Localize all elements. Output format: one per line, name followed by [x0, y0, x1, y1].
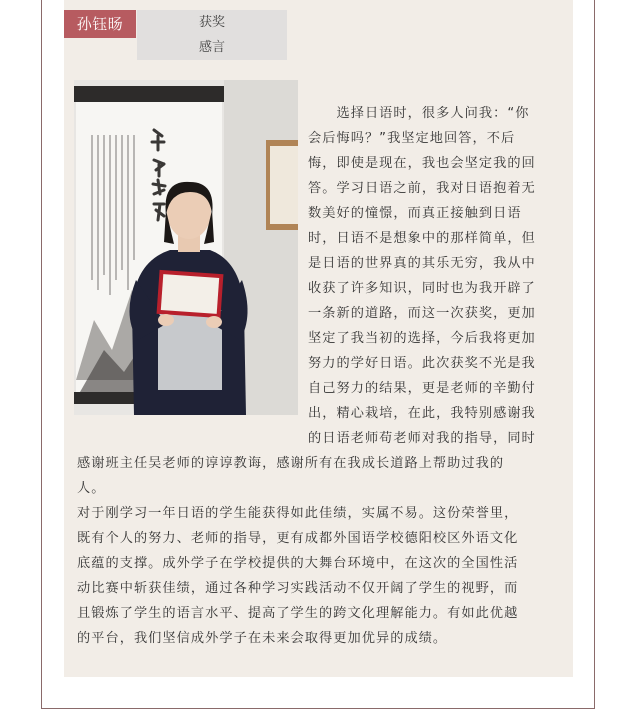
text-line: 动比赛中斩获佳绩，通过各种学习实践活动不仅开阔了学生的视野，而	[77, 581, 519, 596]
text-line: 出，精心栽培，在此，我特别感谢我	[308, 406, 536, 421]
text-line: 悔，即使是现在，我也会坚定我的回	[308, 156, 536, 171]
topic-line-1: 获奖	[198, 15, 225, 30]
text-line: 的日语老师苟老师对我的指导，同时	[308, 431, 536, 446]
text-line: 收获了许多知识，同时也为我开辟了	[308, 281, 536, 296]
text-line: 答。学习日语之前，我对日语抱着无	[308, 181, 536, 196]
student-name: 孙钰旸	[76, 15, 124, 33]
text-line: 感谢班主任吴老师的谆谆教诲，感谢所有在我成长道路上帮助过我的	[77, 456, 505, 471]
text-line: 既有个人的努力、老师的指导，更有成都外国语学校德阳校区外语文化	[77, 531, 519, 546]
text-line: 且锻炼了学生的语言水平、提高了学生的跨文化理解能力。有如此优越	[77, 606, 519, 621]
text-line: 选择日语时，很多人问我：“你	[308, 106, 530, 121]
student-name-tag	[64, 10, 136, 38]
topic-line-2: 感言	[198, 40, 225, 55]
text-line: 对于刚学习一年日语的学生能获得如此佳绩，实属不易。这份荣誉里，	[77, 506, 519, 521]
text-line: 数美好的憧憬，而真正接触到日语	[308, 206, 522, 221]
text-line: 底蕴的支撑。成外学子在学校提供的大舞台环境中，在这次的全国性活	[77, 556, 519, 571]
text-line: 努力的学好日语。此次获奖不光是我	[308, 356, 536, 371]
text-line: 的平台，我们坚信成外学子在未来会取得更加优异的成绩。	[77, 631, 448, 646]
topic-label-box	[137, 10, 287, 60]
text-line: 是日语的世界真的其乐无穷，我从中	[308, 256, 536, 271]
speech-paragraph-continued	[77, 451, 563, 501]
text-line: 坚定了我当初的选择，今后我将更加	[308, 331, 536, 346]
student-award-photo	[74, 80, 298, 415]
text-line: 时，日语不是想象中的那样简单，但	[308, 231, 536, 246]
text-line: 一条新的道路，而这一次获奖，更加	[308, 306, 536, 321]
closing-paragraph	[77, 501, 563, 651]
photo-illustration	[74, 80, 298, 415]
text-line: 会后悔吗？”我坚定地回答，不后	[308, 131, 516, 146]
text-line: 自己努力的结果，更是老师的辛勤付	[308, 381, 536, 396]
text-line: 人。	[77, 481, 106, 496]
speech-paragraph-beside-photo	[308, 101, 564, 451]
